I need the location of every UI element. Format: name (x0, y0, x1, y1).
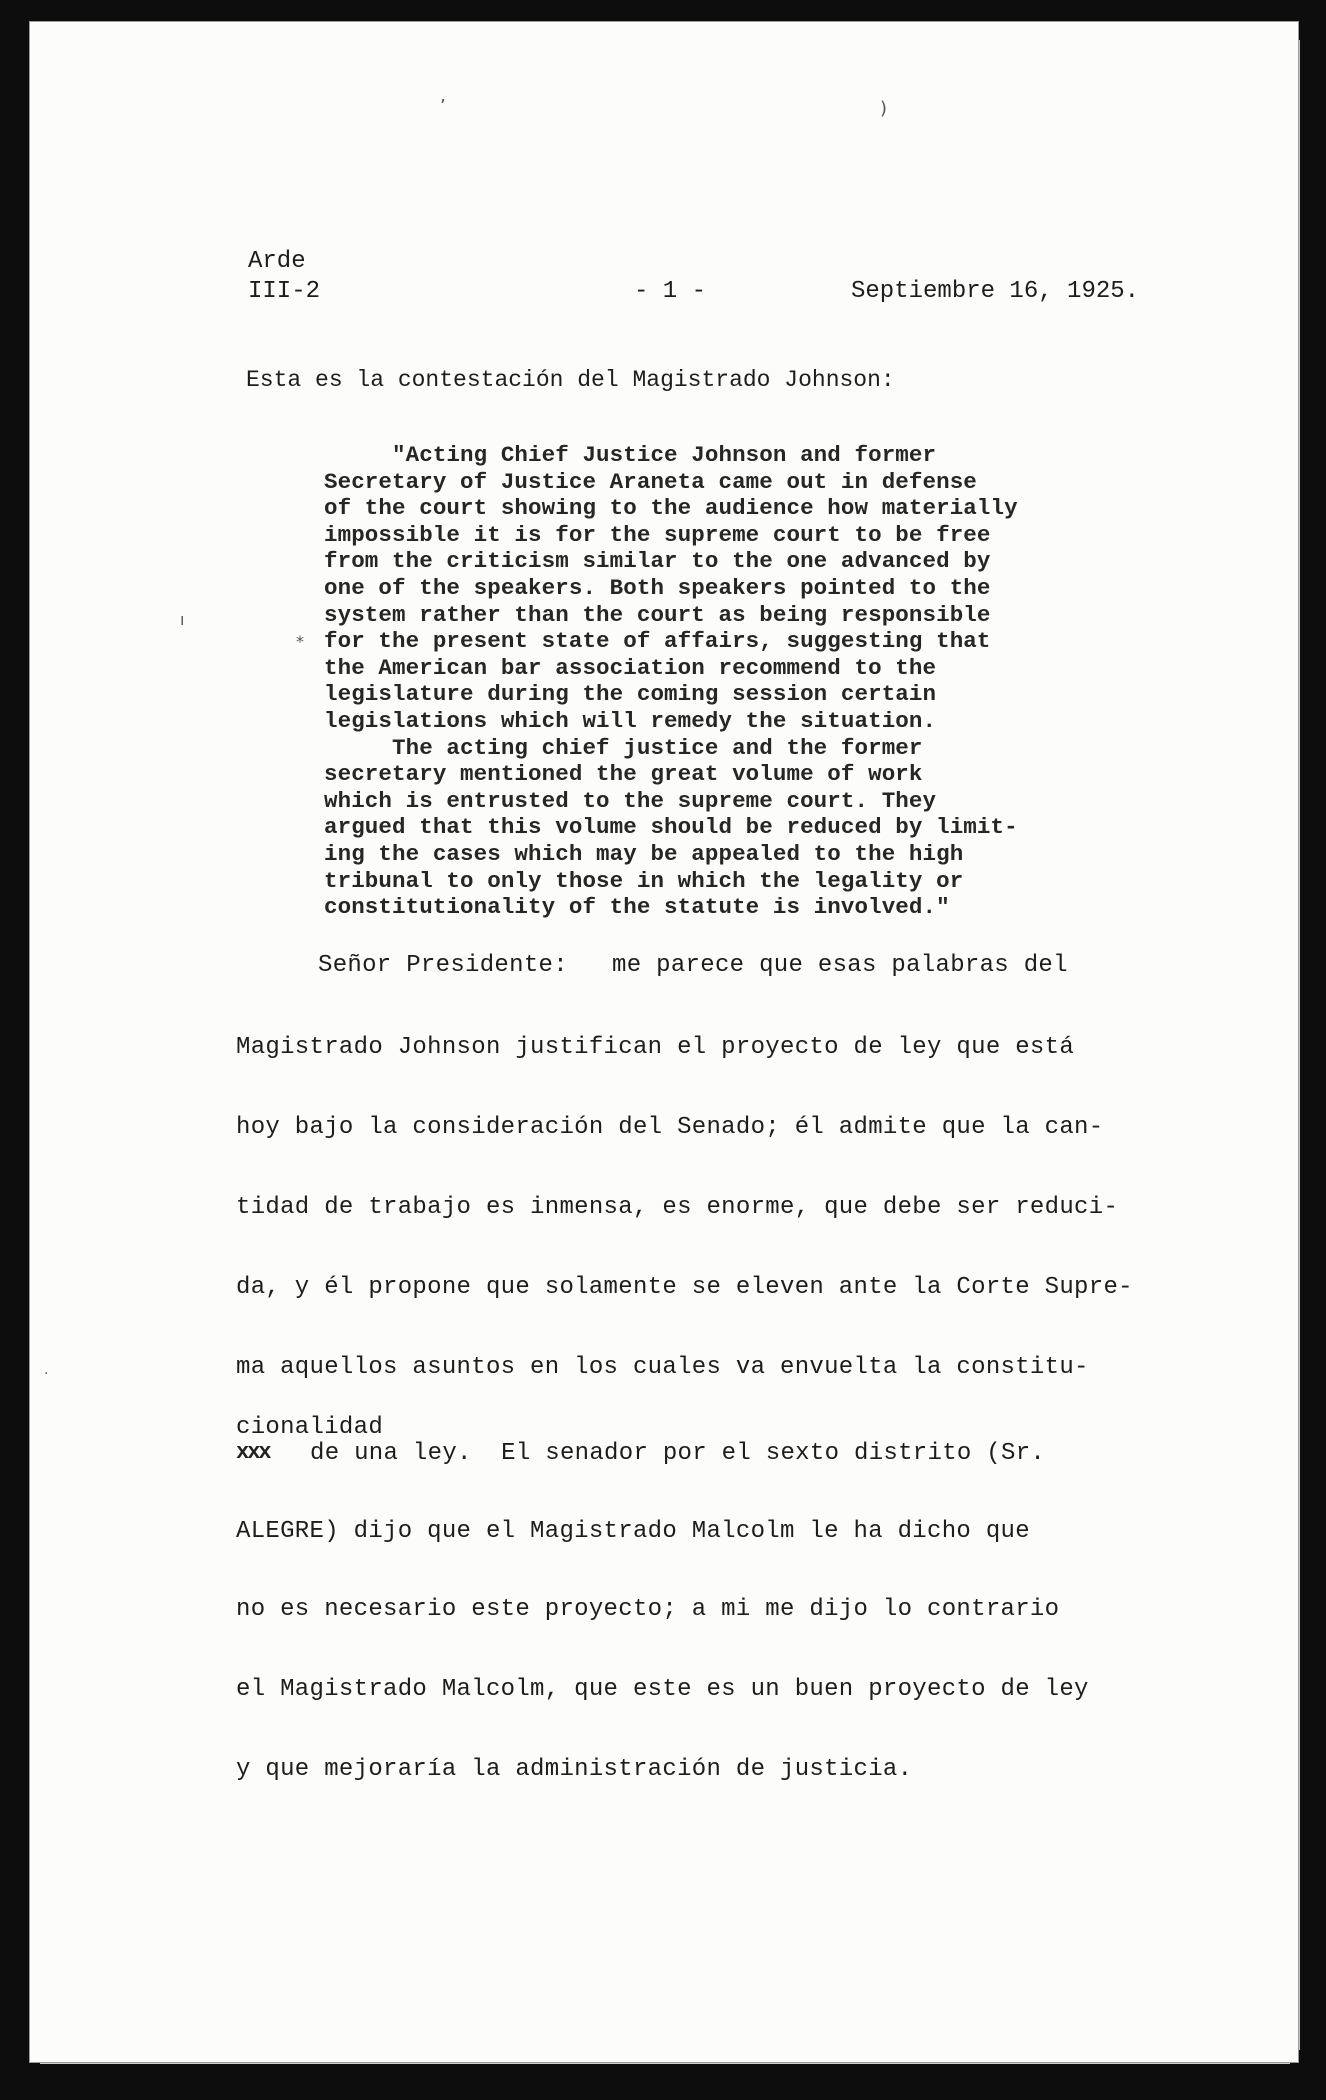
body-line: da, y él propone que solamente se eleven ante la Corte Supre- (236, 1274, 1133, 1301)
quote-line: secretary mentioned the great volume of work (324, 761, 923, 788)
quote-line: system rather than the court as being responsible (324, 601, 991, 628)
quote-line: for the present state of affairs, suggesting that (324, 628, 991, 655)
quote-line: one of the speakers. Both speakers pointed to the (324, 574, 991, 601)
quote-line: The acting chief justice and the former (324, 734, 923, 761)
header-page-number: - 1 - (634, 278, 707, 305)
quote-line: tribunal to only those in which the legality or (324, 867, 964, 894)
typewritten-page (30, 22, 1298, 2062)
body-line: el Magistrado Malcolm, que este es un buen proyecto de ley (236, 1676, 1089, 1703)
quoted-passage (324, 442, 1018, 921)
body-line: de una ley. El senador por el sexto distrito (Sr. (310, 1440, 1046, 1467)
stray-mark: · (44, 1366, 49, 1382)
body-line: hoy bajo la consideración del Senado; él admite que la can- (236, 1114, 1104, 1141)
intro-line: Esta es la contestación del Magistrado Johnson: (246, 367, 895, 393)
body-line: no es necesario este proyecto; a mi me dijo lo contrario (236, 1596, 1060, 1623)
quote-line: impossible it is for the supreme court to be free (324, 521, 991, 548)
quote-line: the American bar association recommend to the (324, 654, 937, 681)
body-line: ma aquellos asuntos en los cuales va envuelta la constitu- (236, 1354, 1089, 1381)
body-line: ALEGRE) dijo que el Magistrado Malcolm le ha dicho que (236, 1518, 1030, 1545)
quote-line: "Acting Chief Justice Johnson and former (324, 442, 937, 468)
quote-line: of the court showing to the audience how materially (324, 495, 1018, 522)
stray-mark: ) (880, 98, 888, 119)
body-line: cionalidad (236, 1414, 384, 1441)
quote-line: ing the cases which may be appealed to the high (324, 840, 964, 867)
quote-line: constitutionality of the statute is involved." (324, 894, 950, 921)
quote-line: legislations which will remedy the situation. (324, 707, 937, 734)
stray-mark: ’ (440, 96, 446, 117)
quote-line: argued that this volume should be reduced by limit- (324, 814, 1018, 841)
header-sheet: III-2 (248, 278, 321, 305)
struck-out-word: xxx (236, 1440, 270, 1465)
quote-line: which is entrusted to the supreme court. They (324, 787, 937, 814)
body-line: Magistrado Johnson justifican el proyecto de ley que está (236, 1034, 1075, 1061)
header-author: Arde (248, 248, 306, 275)
header-date: Septiembre 16, 1925. (851, 278, 1140, 305)
quote-line: from the criticism similar to the one advanced by (324, 548, 991, 575)
stray-mark: * (296, 632, 304, 651)
quote-line: Secretary of Justice Araneta came out in defense (324, 468, 977, 495)
body-line: tidad de trabajo es inmensa, es enorme, que debe ser reduci- (236, 1194, 1119, 1221)
quote-line: legislature during the coming session certain (324, 681, 937, 708)
body-line: Señor Presidente: me parece que esas palabras del (318, 952, 1068, 979)
body-line: y que mejoraría la administración de justicia. (236, 1756, 913, 1783)
stray-mark: ı (180, 610, 185, 629)
